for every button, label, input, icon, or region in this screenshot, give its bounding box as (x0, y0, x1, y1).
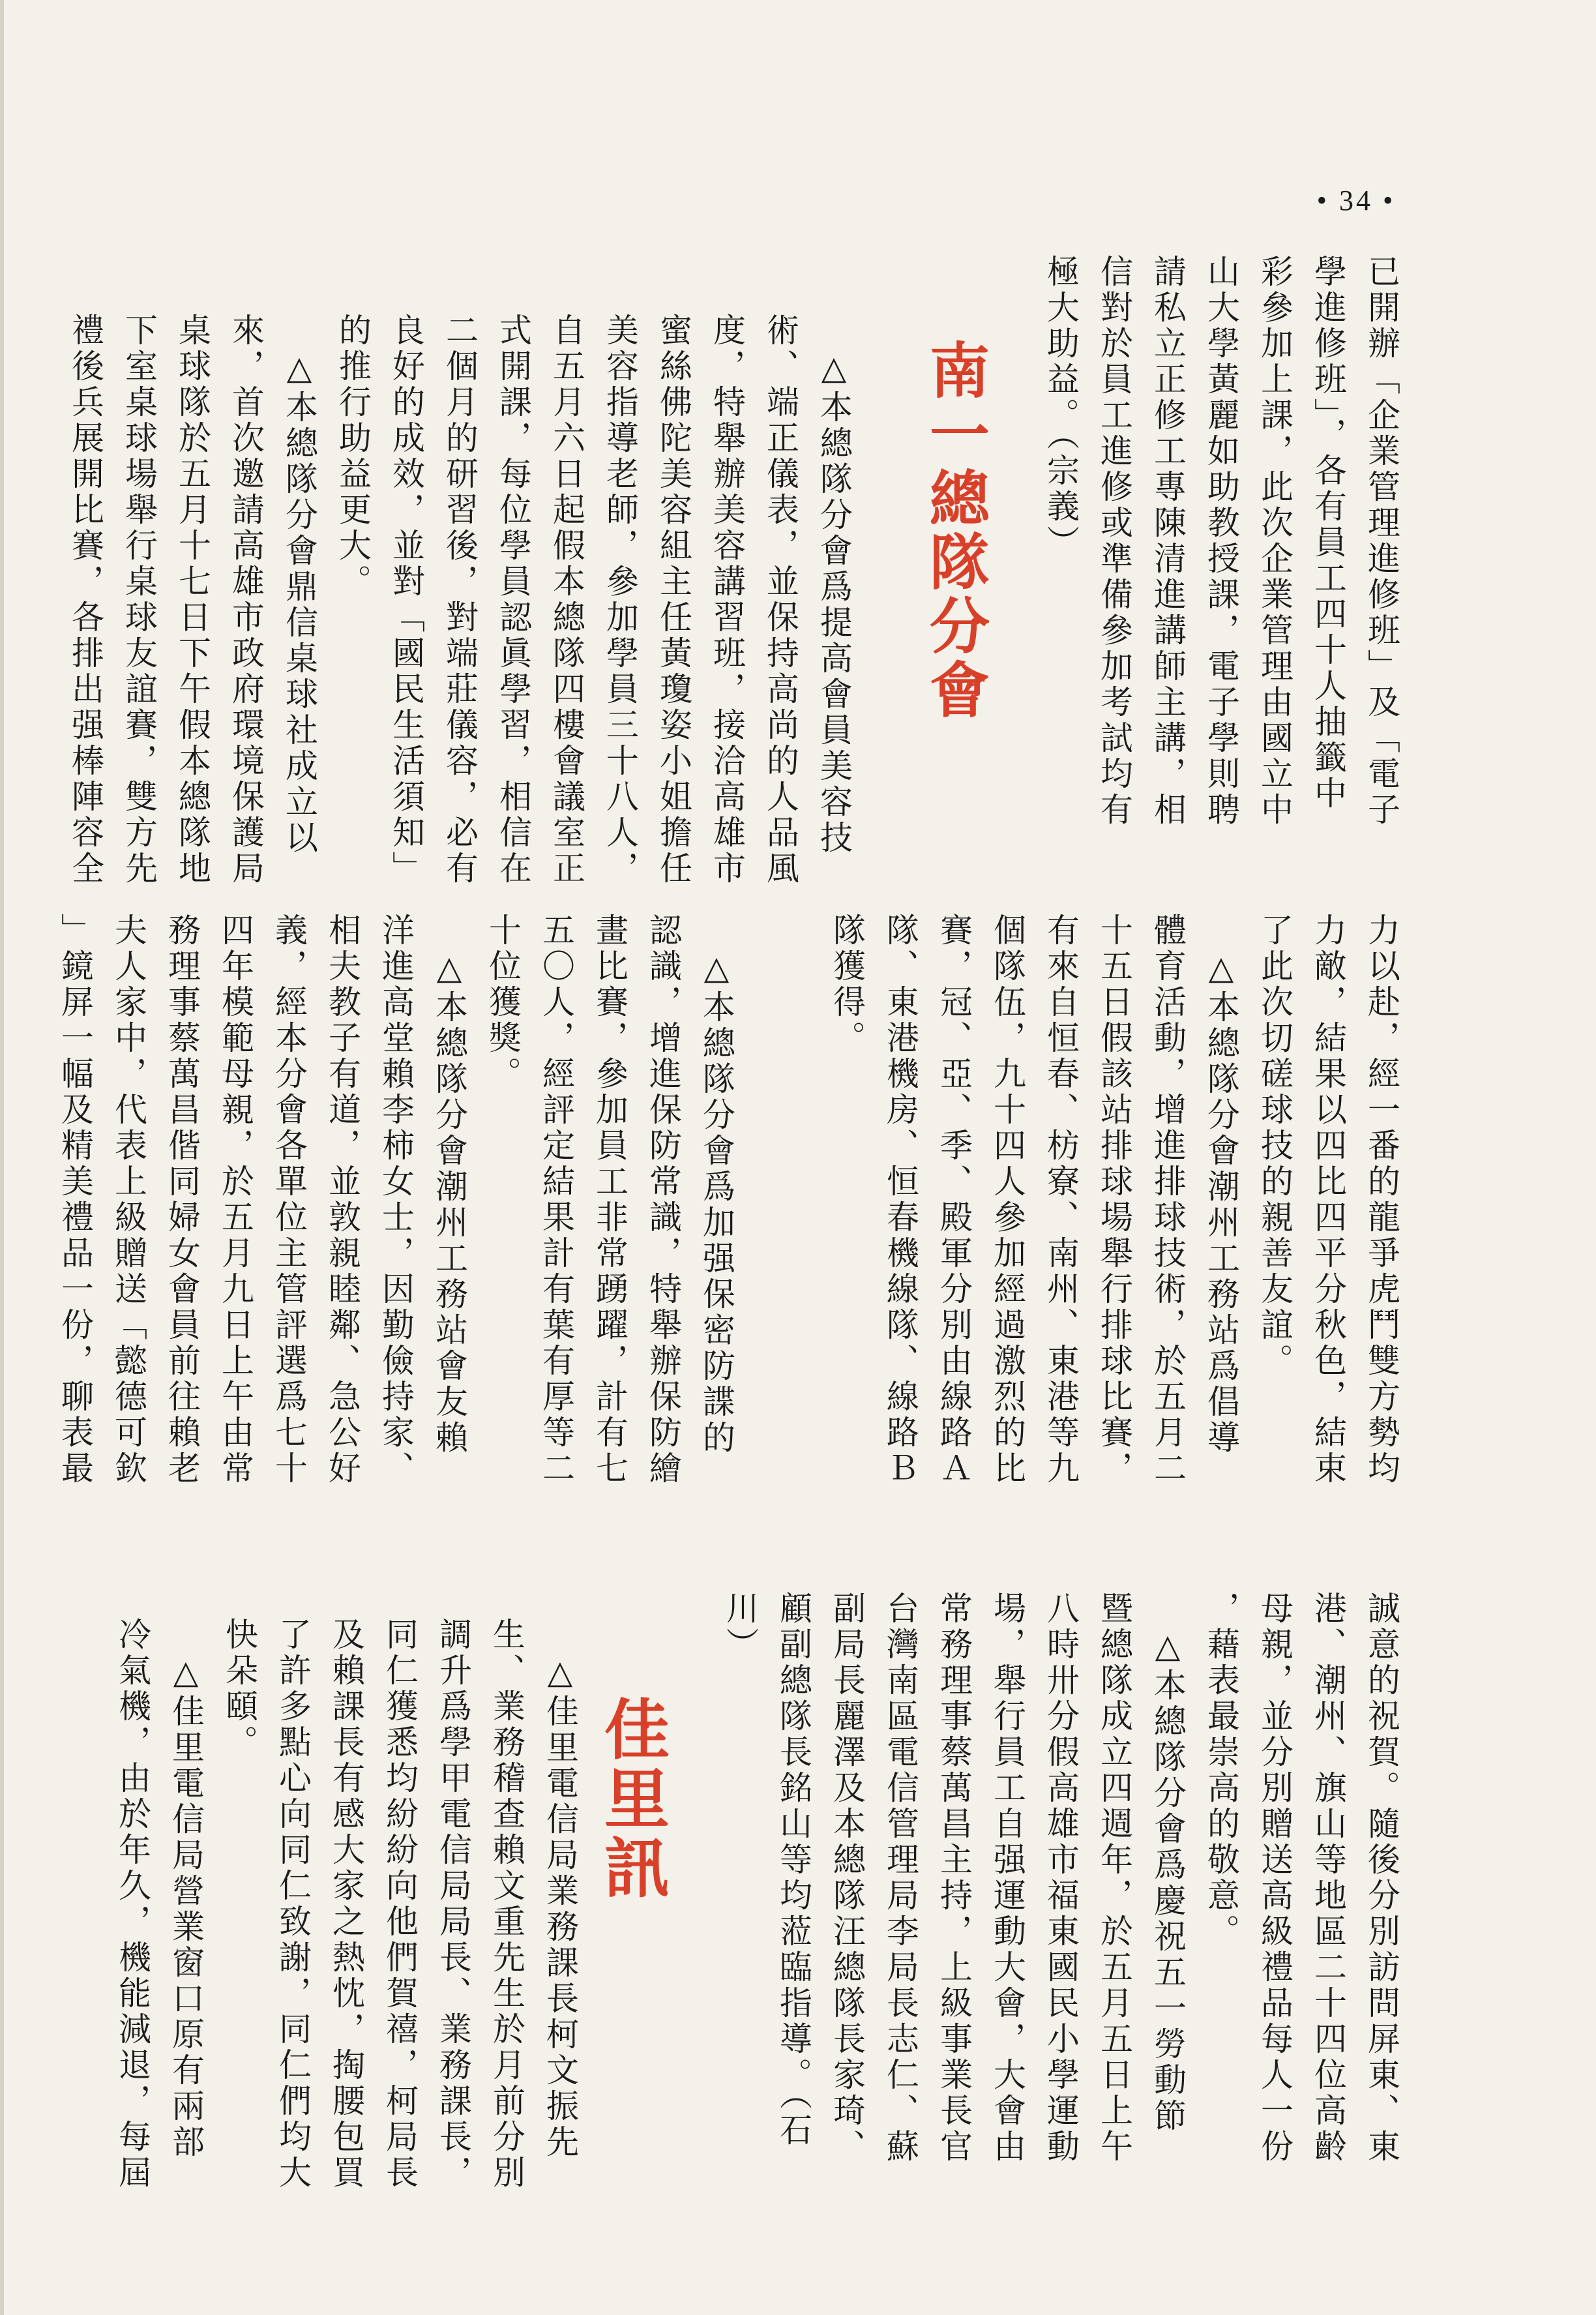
text-block-jia-li-news: △佳里電信局業務課長柯文振先 生、業務稽查賴文重先生於月前分別 調升爲學甲電信局局長、業務課長， 同仁獲悉均紛紛向他們賀禧，柯局長 及賴課長有感大家之熱忱，掏腰包買 了許多點心向同仁致謝，同仁們均大 快朵頤。 △佳里電信局營業窗口原有兩部 冷氣機，由於年久，機能減退，每屆 (113, 1617, 579, 2191)
section-heading-nan-yi: 南一總隊分會 (920, 339, 990, 723)
text-block-security-and-model-mother: △本總隊分會爲加强保密防諜的 認識，增進保防常識，特舉辦保防繪 畫比賽，參加員工非常踴躍，計有七 五〇人，經評定結果計有葉有厚等二 十位獲獎。 △本總隊分會潮州工務站會友賴 洋進高堂賴李柿女士，因勤儉持家、 相夫教子有道，並敦親睦鄰、急公好 義，經本分會各單位主管評選爲七十 四年模範母親，於五月九日上午由常 務理事蔡萬昌偕同婦女會員前往賴老 夫人家中，代表上級贈送「懿德可欽 」鏡屏一幅及精美禮品一份，聊表最 (56, 913, 735, 1487)
text-block-training-classes: 已開辦「企業管理進修班」及「電子 學進修班」，各有員工四十人抽籤中 彩參加上課，此次企業管理由國立中 山大學黃麗如助教授課，電子學則聘 請私立正修工專陳清進講師主講，相 信對於員工進修或準備參加考試均有 極大助益。（宗義） (1042, 254, 1400, 828)
section-heading-jia-li: 佳里訊 (593, 1695, 670, 1903)
page-number: • 34 • (1316, 185, 1396, 217)
text-block-sports-meet: 誠意的祝賀。隨後分別訪問屏東、東 港、潮州、旗山等地區二十四位高齡 母親，並分別贈送高級禮品每人一份 ，藉表最崇高的敬意。 △本總隊分會爲慶祝五一勞動節 暨總隊成立四週年，於五月五日上午 八時卅分假高雄市福東國民小學運動 場，舉行員工自强運動大會，大會由 常務理事蔡萬昌主持，上級事業長官 台灣南區電信管理局李局長志仁、蘇 副局長麗澤及本總隊汪總隊長家琦、 顧副總隊長銘山等均蒞臨指導。（石 川） (721, 1591, 1400, 2165)
page-edge (0, 0, 4, 2315)
text-block-beauty-and-table-tennis: △本總隊分會爲提高會員美容技 術、端正儀表，並保持高尚的人品風 度，特舉辦美容講習班，接洽高雄市 蜜絲佛陀美容組主任黃瓊姿小姐擔任 美容指導老師，參加學員三十八人， 自五月六日起假本總隊四樓會議室正 式開課，每位學員認眞學習，相信在 二個月的研習後，對端莊儀容，必有 良好的成效，並對「國民生活須知」 的推行助益更大。 △本總隊分會鼎信桌球社成立以 來，首次邀請高雄市政府環境保護局 桌球隊於五月十七日下午假本總隊地 下室桌球場舉行桌球友誼賽，雙方先 禮後兵展開比賽，各排出强棒陣容全 (66, 313, 853, 887)
text-block-volleyball: 力以赴，經一番的龍爭虎鬥雙方勢均 力敵，結果以四比四平分秋色，結束 了此次切磋球技的親善友誼。 △本總隊分會潮州工務站爲倡導 體育活動，增進排球技術，於五月二 十五日假該站排球場舉行排球比賽， 有來自恒春、枋寮、南州、東港等九 個隊伍，九十四人參加經過激烈的比 賽，冠、亞、季、殿軍分別由線路Ａ 隊、東港機房、恒春機線隊、線路Ｂ 隊獲得。 (828, 913, 1400, 1487)
